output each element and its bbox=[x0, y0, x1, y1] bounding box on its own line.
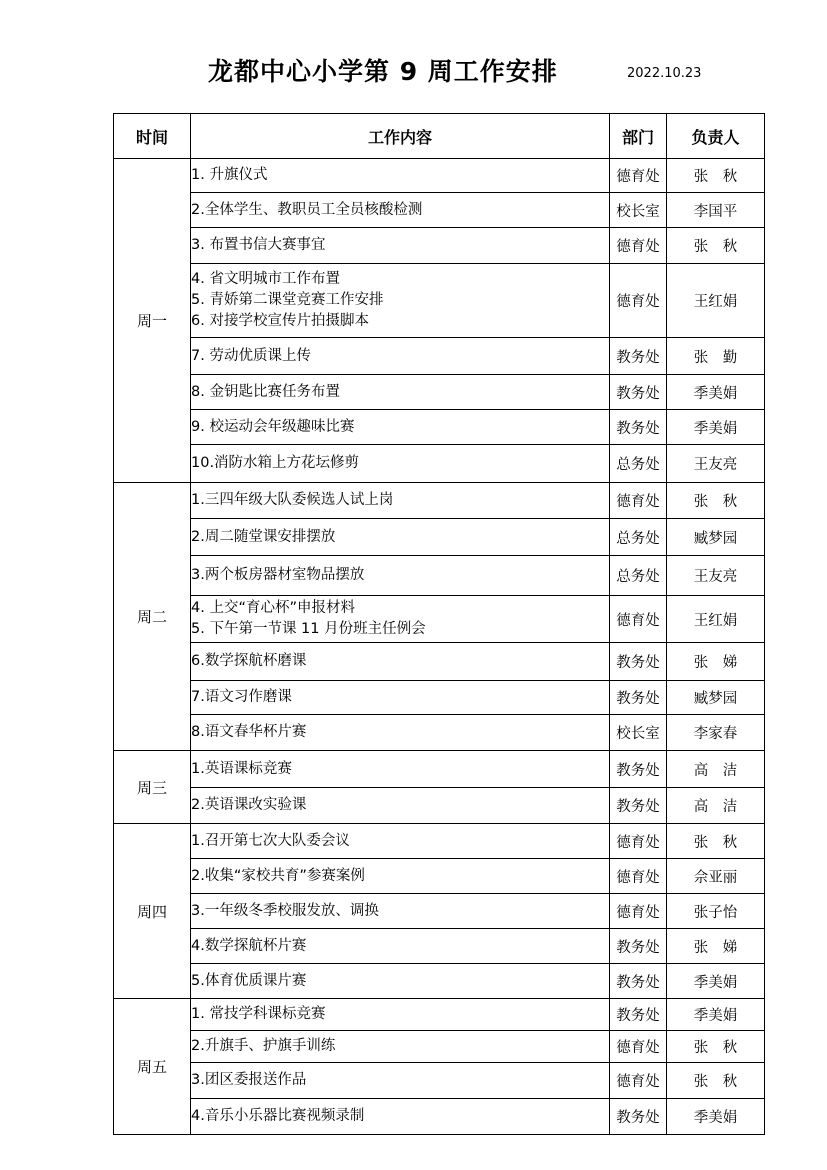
table-row bbox=[114, 1063, 765, 1099]
table-row bbox=[114, 264, 765, 338]
task-line: 7. 劳动优质课上传 bbox=[191, 347, 311, 364]
task-content bbox=[191, 445, 610, 483]
department-cell: 德育处 bbox=[610, 264, 667, 338]
task-line: 2.升旗手、护旗手训练 bbox=[191, 1038, 336, 1054]
person-in-charge-cell: 张 娣 bbox=[667, 643, 765, 681]
table-row bbox=[114, 643, 765, 681]
table-row bbox=[114, 483, 765, 519]
header-dept: 部门 bbox=[610, 114, 667, 159]
table-row bbox=[114, 338, 765, 375]
table-row bbox=[114, 556, 765, 596]
task-content bbox=[191, 1031, 610, 1063]
page-title: 龙都中心小学第 9 周工作安排 bbox=[208, 57, 558, 86]
task-content bbox=[191, 1099, 610, 1135]
person-in-charge-cell: 季美娟 bbox=[667, 410, 765, 445]
person-in-charge-cell: 张 秋 bbox=[667, 483, 765, 519]
department-cell: 教务处 bbox=[610, 338, 667, 375]
table-row bbox=[114, 964, 765, 999]
department-cell: 总务处 bbox=[610, 556, 667, 596]
person-in-charge-cell: 张 勤 bbox=[667, 338, 765, 375]
person-in-charge-cell: 高 洁 bbox=[667, 751, 765, 788]
table-row bbox=[114, 410, 765, 445]
person-in-charge-cell: 张子怡 bbox=[667, 894, 765, 929]
title-row bbox=[0, 52, 827, 92]
task-content bbox=[191, 410, 610, 445]
task-line: 3. 布置书信大赛事宜 bbox=[191, 237, 326, 253]
task-line: 2.收集“家校共育”参赛案例 bbox=[191, 867, 365, 884]
schedule-body bbox=[114, 159, 765, 1135]
table-row bbox=[114, 228, 765, 264]
table-row bbox=[114, 788, 765, 824]
task-content bbox=[191, 715, 610, 751]
person-in-charge-cell: 高 洁 bbox=[667, 788, 765, 824]
department-cell: 教务处 bbox=[610, 643, 667, 681]
department-cell: 德育处 bbox=[610, 894, 667, 929]
task-line: 5.体育优质课片赛 bbox=[191, 972, 307, 989]
day-cell: 周二 bbox=[114, 483, 191, 751]
table-row bbox=[114, 445, 765, 483]
table-row bbox=[114, 596, 765, 643]
task-content bbox=[191, 1063, 610, 1099]
task-content bbox=[191, 894, 610, 929]
person-in-charge-cell: 王友亮 bbox=[667, 556, 765, 596]
person-in-charge-cell: 臧梦园 bbox=[667, 519, 765, 556]
person-in-charge-cell: 季美娟 bbox=[667, 1099, 765, 1135]
task-content bbox=[191, 228, 610, 264]
table-row bbox=[114, 999, 765, 1031]
task-line: 3.两个板房器材室物品摆放 bbox=[191, 567, 365, 583]
document-date: 2022.10.23 bbox=[627, 66, 702, 81]
department-cell: 校长室 bbox=[610, 715, 667, 751]
department-cell: 总务处 bbox=[610, 519, 667, 556]
task-content bbox=[191, 929, 610, 964]
task-content bbox=[191, 483, 610, 519]
person-in-charge-cell: 王红娟 bbox=[667, 596, 765, 643]
department-cell: 德育处 bbox=[610, 859, 667, 894]
person-in-charge-cell: 王红娟 bbox=[667, 264, 765, 338]
header-row bbox=[114, 114, 765, 159]
task-line: 2.英语课改实验课 bbox=[191, 797, 307, 813]
task-content bbox=[191, 375, 610, 410]
department-cell: 德育处 bbox=[610, 596, 667, 643]
person-in-charge-cell: 张 秋 bbox=[667, 824, 765, 859]
task-line: 2.全体学生、教职员工全员核酸检测 bbox=[191, 201, 423, 218]
department-cell: 教务处 bbox=[610, 1099, 667, 1135]
table-row bbox=[114, 824, 765, 859]
person-in-charge-cell: 王友亮 bbox=[667, 445, 765, 483]
task-line: 3.一年级冬季校服发放、调换 bbox=[191, 902, 379, 919]
schedule-table bbox=[113, 113, 765, 1135]
table-row bbox=[114, 1099, 765, 1135]
header-content: 工作内容 bbox=[191, 114, 610, 159]
task-content bbox=[191, 643, 610, 681]
task-line: 4.音乐小乐器比赛视频录制 bbox=[191, 1108, 365, 1124]
task-line: 8.语文春华杯片赛 bbox=[191, 724, 307, 740]
task-line: 5. 下午第一节课 11 月份班主任例会 bbox=[191, 621, 426, 637]
person-in-charge-cell: 佘亚丽 bbox=[667, 859, 765, 894]
day-cell: 周五 bbox=[114, 999, 191, 1135]
day-cell: 周一 bbox=[114, 159, 191, 483]
department-cell: 德育处 bbox=[610, 824, 667, 859]
task-line: 1.召开第七次大队委会议 bbox=[191, 832, 350, 849]
table-row bbox=[114, 159, 765, 193]
task-line: 1.英语课标竞赛 bbox=[191, 760, 292, 777]
table-row bbox=[114, 375, 765, 410]
department-cell: 教务处 bbox=[610, 375, 667, 410]
person-in-charge-cell: 张 秋 bbox=[667, 228, 765, 264]
day-cell: 周四 bbox=[114, 824, 191, 999]
person-in-charge-cell: 季美娟 bbox=[667, 375, 765, 410]
task-content bbox=[191, 556, 610, 596]
department-cell: 校长室 bbox=[610, 193, 667, 228]
task-line: 7.语文习作磨课 bbox=[191, 689, 292, 705]
task-content bbox=[191, 193, 610, 228]
task-content bbox=[191, 159, 610, 193]
task-line: 6. 对接学校宣传片拍摄脚本 bbox=[191, 313, 369, 329]
department-cell: 德育处 bbox=[610, 1031, 667, 1063]
task-content bbox=[191, 824, 610, 859]
department-cell: 教务处 bbox=[610, 929, 667, 964]
department-cell: 德育处 bbox=[610, 1063, 667, 1099]
task-content bbox=[191, 264, 610, 338]
department-cell: 德育处 bbox=[610, 159, 667, 193]
table-row bbox=[114, 193, 765, 228]
table-row bbox=[114, 681, 765, 715]
task-line: 1.三四年级大队委候选人试上岗 bbox=[191, 492, 394, 508]
task-line: 9. 校运动会年级趣味比赛 bbox=[191, 418, 355, 435]
task-line: 4.数学探航杯片赛 bbox=[191, 937, 307, 954]
task-line: 4. 上交“育心杯”申报材料 bbox=[191, 600, 355, 616]
task-content bbox=[191, 964, 610, 999]
person-in-charge-cell: 李家春 bbox=[667, 715, 765, 751]
task-line: 10.消防水箱上方花坛修剪 bbox=[191, 455, 360, 471]
day-cell: 周三 bbox=[114, 751, 191, 824]
table-row bbox=[114, 751, 765, 788]
task-line: 1. 升旗仪式 bbox=[191, 167, 268, 183]
task-content bbox=[191, 999, 610, 1031]
person-in-charge-cell: 张 秋 bbox=[667, 159, 765, 193]
task-line: 8. 金钥匙比赛任务布置 bbox=[191, 383, 340, 400]
task-line: 3.团区委报送作品 bbox=[191, 1072, 307, 1088]
task-line: 2.周二随堂课安排摆放 bbox=[191, 528, 336, 545]
department-cell: 教务处 bbox=[610, 751, 667, 788]
task-line: 5. 青娇第二课堂竞赛工作安排 bbox=[191, 292, 384, 308]
department-cell: 教务处 bbox=[610, 410, 667, 445]
person-in-charge-cell: 季美娟 bbox=[667, 999, 765, 1031]
person-in-charge-cell: 臧梦园 bbox=[667, 681, 765, 715]
header-time: 时间 bbox=[114, 114, 191, 159]
task-line: 4. 省文明城市工作布置 bbox=[191, 271, 340, 287]
department-cell: 教务处 bbox=[610, 999, 667, 1031]
person-in-charge-cell: 张 秋 bbox=[667, 1063, 765, 1099]
task-content bbox=[191, 681, 610, 715]
person-in-charge-cell: 张 秋 bbox=[667, 1031, 765, 1063]
table-row bbox=[114, 859, 765, 894]
department-cell: 总务处 bbox=[610, 445, 667, 483]
person-in-charge-cell: 季美娟 bbox=[667, 964, 765, 999]
department-cell: 德育处 bbox=[610, 228, 667, 264]
table-row bbox=[114, 519, 765, 556]
task-content bbox=[191, 519, 610, 556]
person-in-charge-cell: 李国平 bbox=[667, 193, 765, 228]
department-cell: 教务处 bbox=[610, 964, 667, 999]
department-cell: 德育处 bbox=[610, 483, 667, 519]
table-row bbox=[114, 929, 765, 964]
person-in-charge-cell: 张 娣 bbox=[667, 929, 765, 964]
department-cell: 教务处 bbox=[610, 681, 667, 715]
table-row bbox=[114, 1031, 765, 1063]
task-content bbox=[191, 596, 610, 643]
department-cell: 教务处 bbox=[610, 788, 667, 824]
task-content bbox=[191, 859, 610, 894]
task-content bbox=[191, 338, 610, 375]
table-row bbox=[114, 894, 765, 929]
task-content bbox=[191, 788, 610, 824]
header-person: 负责人 bbox=[667, 114, 765, 159]
task-line: 1. 常技学科课标竞赛 bbox=[191, 1006, 326, 1022]
task-content bbox=[191, 751, 610, 788]
task-line: 6.数学探航杯磨课 bbox=[191, 653, 307, 669]
table-row bbox=[114, 715, 765, 751]
